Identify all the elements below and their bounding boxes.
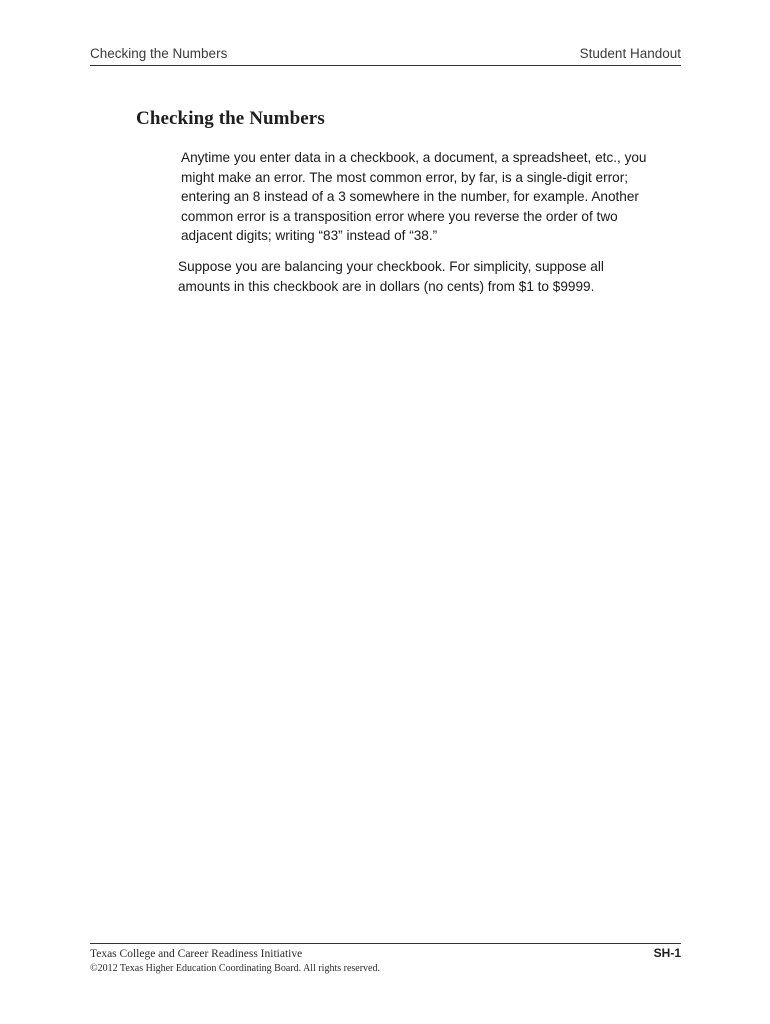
paragraph-line: Anytime you enter data in a checkbook, a document, a spreadsheet, etc., you <box>181 150 647 165</box>
footer-initiative: Texas College and Career Readiness Initiative <box>90 948 303 960</box>
paragraph-line: Suppose you are balancing your checkbook. For simplicity, suppose all <box>178 259 604 274</box>
page-footer <box>90 947 380 976</box>
scenario-paragraph <box>178 257 668 296</box>
page-title: Checking the Numbers <box>136 108 325 129</box>
paragraph-line: might make an error. The most common error, by far, is a single-digit error; <box>181 169 628 185</box>
intro-paragraph <box>181 148 671 246</box>
page-header <box>90 46 681 66</box>
paragraph-line: common error is a transposition error where you reverse the order of two <box>181 208 618 224</box>
footer-copyright: ©2012 Texas Higher Education Coordinating Board. All rights reserved. <box>90 963 380 974</box>
paragraph-line: amounts in this checkbook are in dollars (no cents) from $1 to $9999. <box>178 278 595 294</box>
page-number: SH-1 <box>653 946 681 960</box>
paragraph-line: adjacent digits; writing “83” instead of “38.” <box>181 228 438 243</box>
paragraph-line: entering an 8 instead of a 3 somewhere in the number, for example. Another <box>181 189 639 204</box>
header-title: Checking the Numbers <box>90 46 228 61</box>
header-divider <box>90 65 681 66</box>
header-section-label: Student Handout <box>579 46 681 61</box>
footer-divider <box>90 943 681 944</box>
